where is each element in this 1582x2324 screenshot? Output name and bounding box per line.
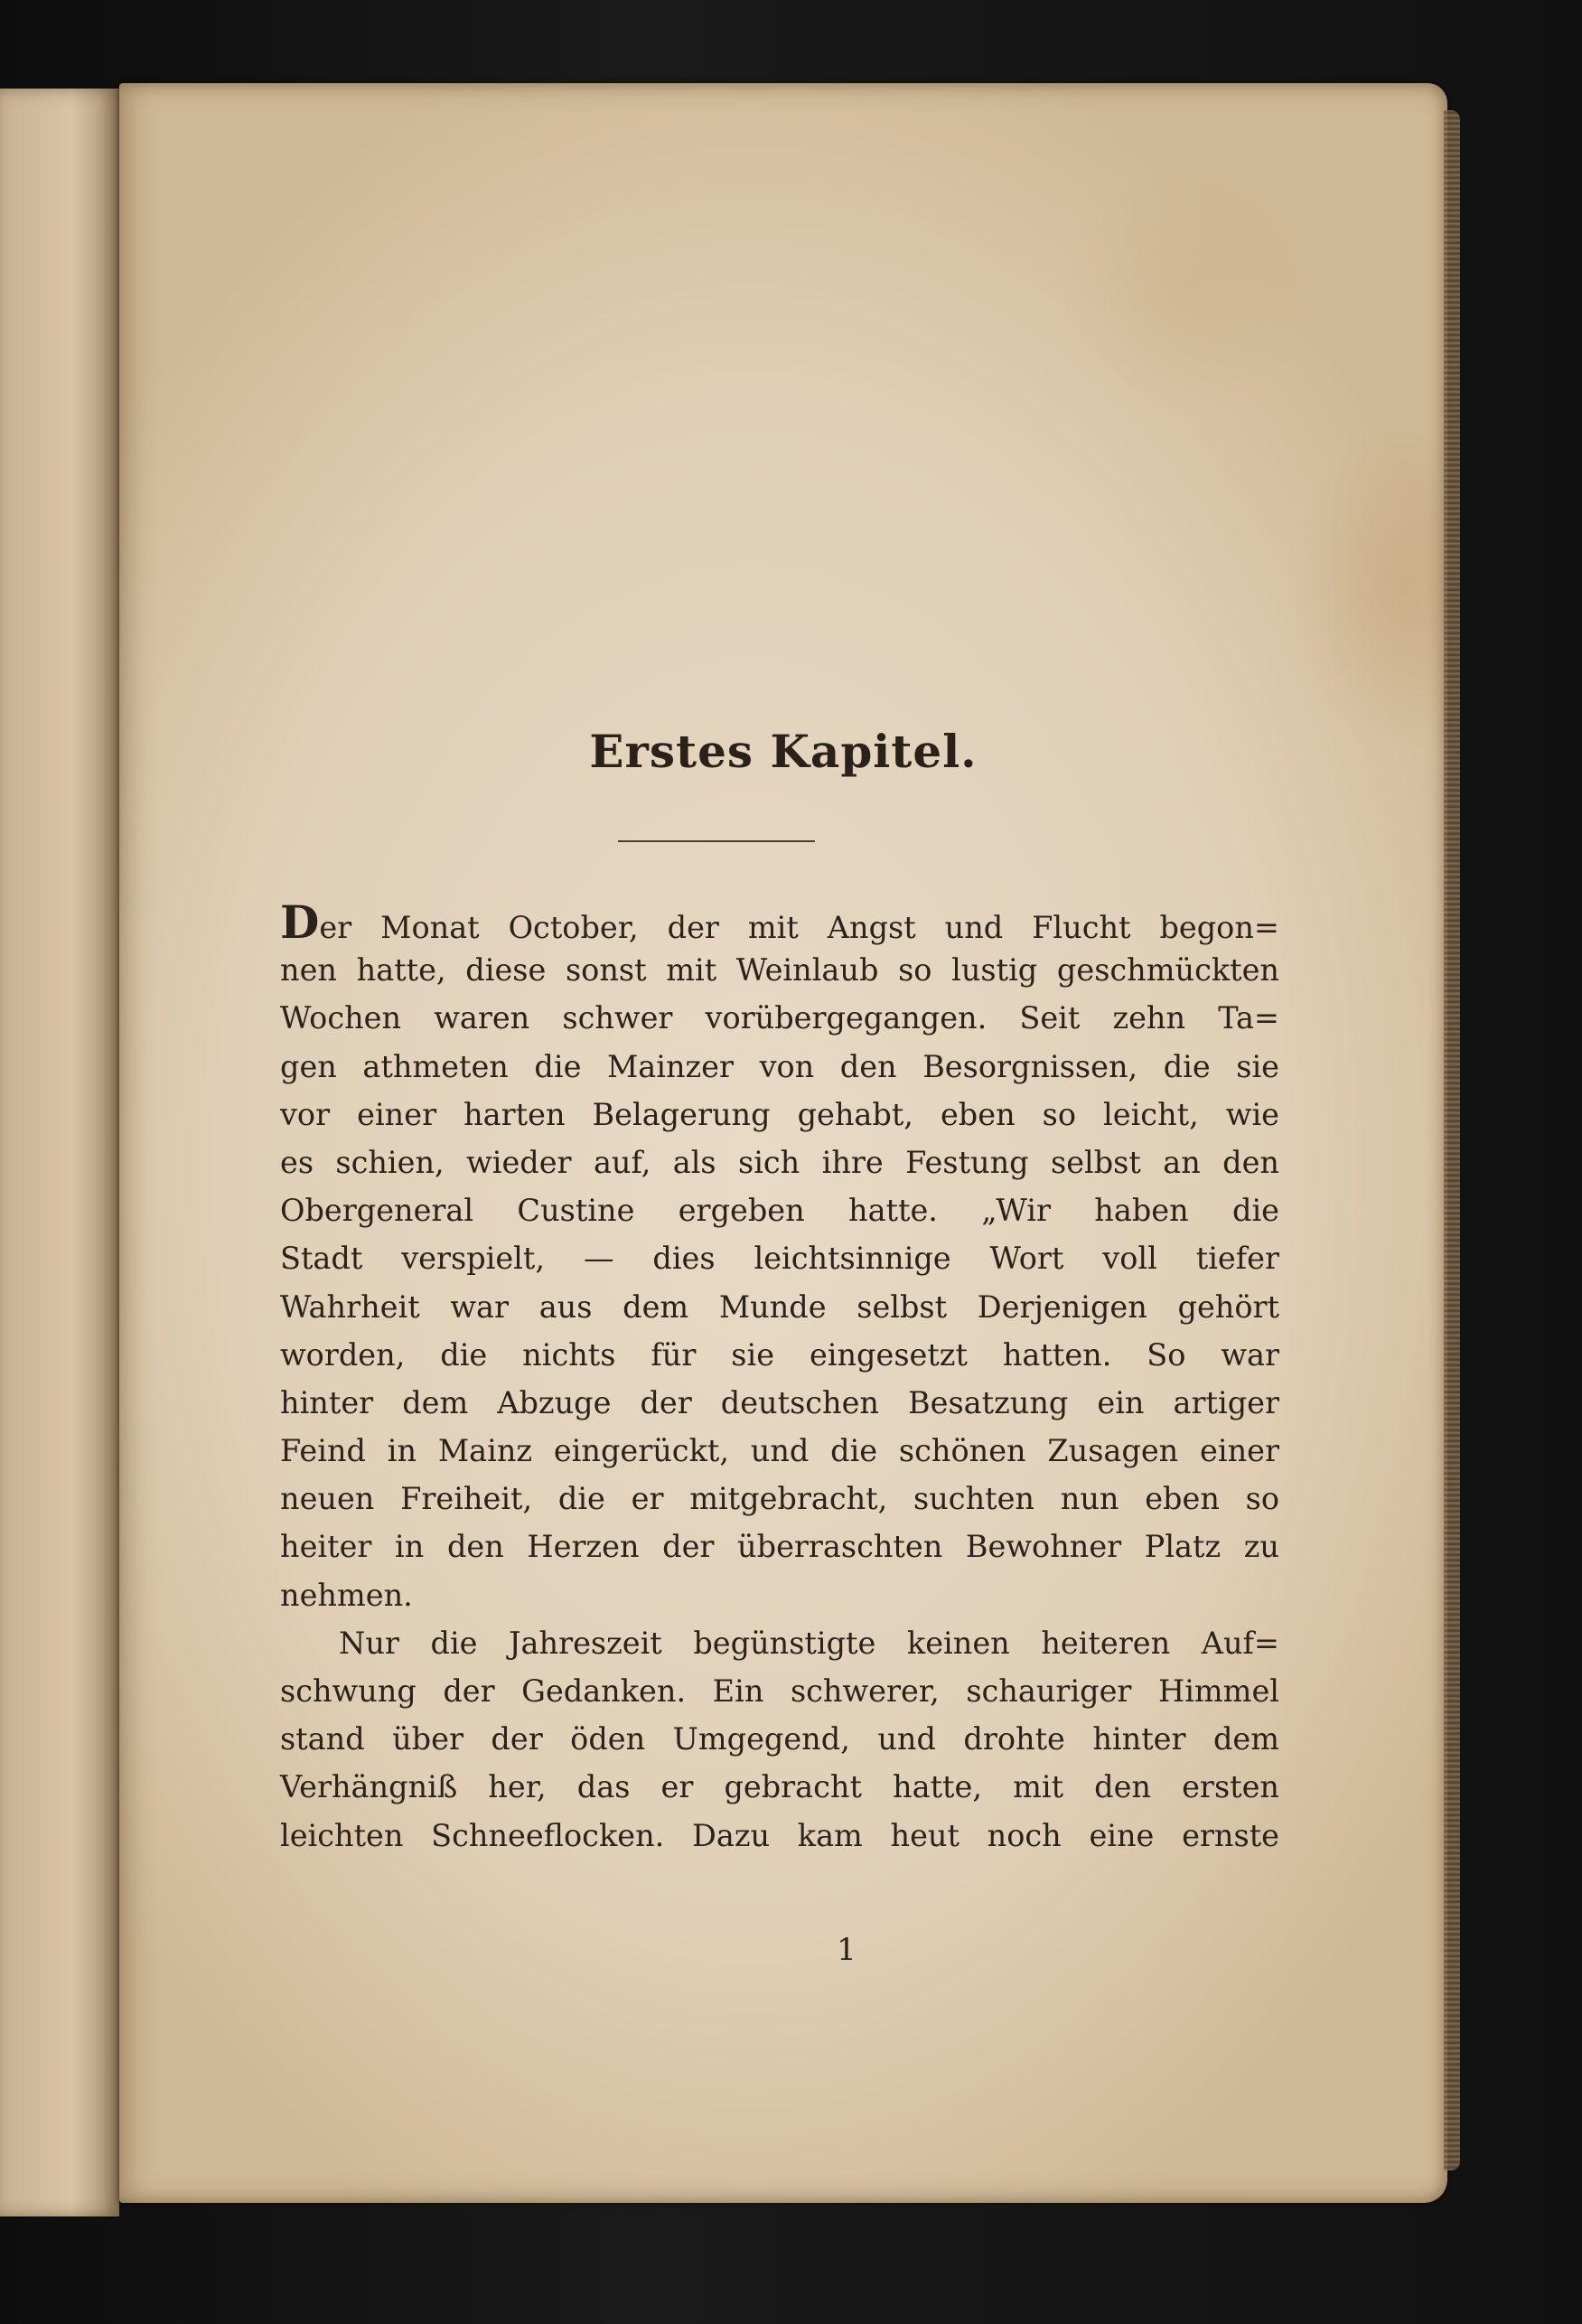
text-line: neuen Freiheit, die er mitgebracht, suchten nun eben so	[280, 1481, 1279, 1517]
title-rule	[618, 840, 815, 842]
text-line: schwung der Gedanken. Ein schwerer, schauriger Himmel	[280, 1673, 1279, 1709]
text-line: nehmen.	[280, 1577, 413, 1613]
body-text	[280, 895, 1279, 1860]
text-line: Wochen waren schwer vorübergegangen. Seit zehn Ta=	[280, 1000, 1279, 1036]
text-line: Nur die Jahreszeit begünstigte keinen heiteren Auf=	[339, 1625, 1279, 1661]
text-line: Stadt verspielt, — dies leichtsinnige Wort voll tiefer	[280, 1241, 1279, 1277]
left-facing-page	[0, 89, 119, 2216]
text-line: Wahrheit war aus dem Munde selbst Derjenigen gehört	[280, 1289, 1279, 1325]
chapter-title: Erstes Kapitel.	[589, 725, 978, 778]
page-number: 1	[837, 1932, 857, 1968]
text-line: leichten Schneeflocken. Dazu kam heut noch eine ernste	[280, 1817, 1279, 1853]
text-line: Obergeneral Custine ergeben hatte. „Wir haben die	[280, 1193, 1279, 1229]
first-line-text: er Monat October, der mit Angst und Flucht begon=	[319, 910, 1279, 945]
page-fore-edge	[1444, 110, 1460, 2170]
text-line: stand über der öden Umgegend, und drohte hinter dem	[280, 1721, 1279, 1757]
text-line	[280, 895, 1279, 949]
text-line: gen athmeten die Mainzer von den Besorgnissen, die sie	[280, 1048, 1279, 1084]
text-line: vor einer harten Belagerung gehabt, eben so leicht, wie	[280, 1096, 1279, 1132]
text-line: hinter dem Abzuge der deutschen Besatzung ein artiger	[280, 1384, 1279, 1420]
text-line: Verhängniß her, das er gebracht hatte, mit den ersten	[280, 1769, 1279, 1805]
book-page	[119, 83, 1447, 2203]
text-line: heiter in den Herzen der überraschten Bewohner Platz zu	[280, 1529, 1279, 1565]
text-line: Feind in Mainz eingerückt, und die schönen Zusagen einer	[280, 1433, 1279, 1469]
drop-cap: D	[280, 895, 320, 949]
text-line: worden, die nichts für sie eingesetzt hatten. So war	[280, 1336, 1279, 1373]
text-line: nen hatte, diese sonst mit Weinlaub so lustig geschmückten	[280, 952, 1279, 989]
text-line: es schien, wieder auf, als sich ihre Festung selbst an den	[280, 1144, 1279, 1180]
